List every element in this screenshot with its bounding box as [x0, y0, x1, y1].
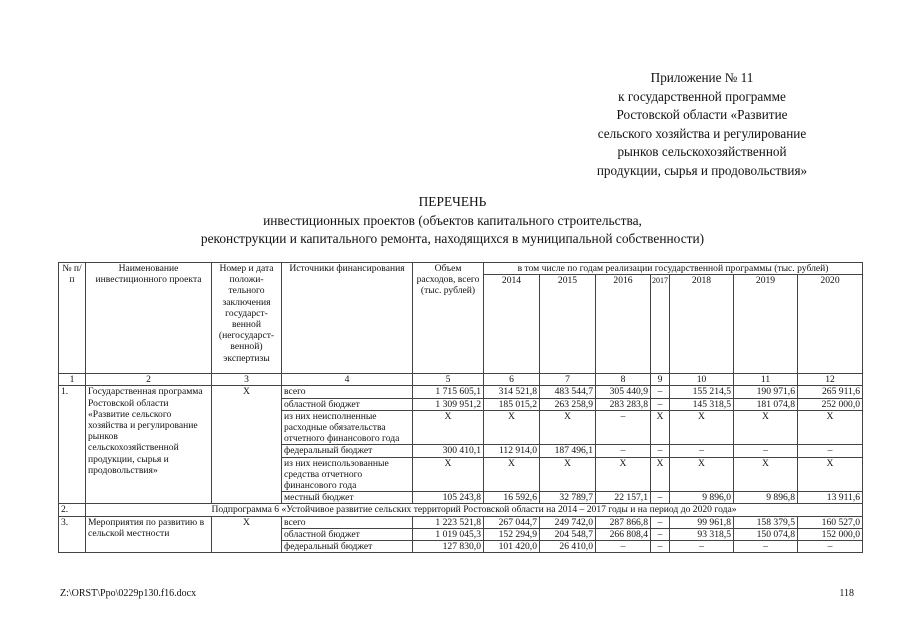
header-source: Источники финансирования — [282, 263, 413, 374]
value-cell: Х — [596, 457, 651, 492]
value-cell: 181 074,8 — [734, 398, 798, 410]
header-year: 2018 — [670, 275, 734, 374]
header-year: 2020 — [798, 275, 863, 374]
value-cell: 26 410,0 — [540, 541, 596, 553]
subprogram-title: Подпрограмма 6 «Устойчивое развитие сельских территорий Ростовской области на 2014 – 2017 годы и на период до 2020 года» — [86, 504, 863, 516]
value-cell: 93 318,5 — [670, 528, 734, 540]
appendix-line: Ростовской области «Развитие — [616, 107, 788, 122]
value-cell: Х — [540, 457, 596, 492]
col-number: 1 — [59, 374, 86, 386]
col-number: 3 — [212, 374, 282, 386]
appendix-line: рынков сельскохозяйственной — [617, 144, 787, 159]
value-cell: – — [734, 541, 798, 553]
value-cell: 266 808,4 — [596, 528, 651, 540]
value-cell: – — [798, 445, 863, 457]
value-cell: – — [651, 386, 670, 398]
header-expertise: Номер и дата положи-тельного заключения государст-венной (негосударст-венной) экспертизы — [212, 263, 282, 374]
value-cell: 300 410,1 — [413, 445, 484, 457]
row-num: 1. — [59, 386, 86, 504]
appendix-line: продукции, сырья и продовольствия» — [596, 162, 808, 178]
value-cell: 158 379,5 — [734, 516, 798, 528]
value-cell: 1 223 521,8 — [413, 516, 484, 528]
value-cell: – — [651, 398, 670, 410]
header-total: Объем расходов, всего (тыс. рублей) — [413, 263, 484, 374]
header-name: Наименование инвестиционного проекта — [86, 263, 212, 374]
value-cell: 9 896,0 — [670, 492, 734, 504]
source-cell: всего — [282, 386, 413, 398]
value-cell: – — [596, 410, 651, 445]
value-cell: Х — [798, 457, 863, 492]
value-cell: – — [651, 541, 670, 553]
source-cell: из них неиспользованные средства отчетного финансового года — [282, 457, 413, 492]
value-cell: Х — [651, 457, 670, 492]
project-name: Мероприятия по развитию в сельской местности — [86, 516, 212, 553]
value-cell: 152 294,9 — [484, 528, 540, 540]
header-year: 2016 — [596, 275, 651, 374]
value-cell: 13 911,6 — [798, 492, 863, 504]
source-cell: местный бюджет — [282, 492, 413, 504]
value-cell: – — [596, 445, 651, 457]
value-cell: 145 318,5 — [670, 398, 734, 410]
value-cell: 16 592,6 — [484, 492, 540, 504]
col-number: 9 — [651, 374, 670, 386]
header-year: 2019 — [734, 275, 798, 374]
header-year: 2014 — [484, 275, 540, 374]
value-cell: 32 789,7 — [540, 492, 596, 504]
value-cell: – — [651, 528, 670, 540]
table-row — [59, 516, 863, 528]
source-cell: всего — [282, 516, 413, 528]
value-cell: 22 157,1 — [596, 492, 651, 504]
value-cell: 1 715 605,1 — [413, 386, 484, 398]
footer-page-number: 118 — [839, 588, 854, 599]
value-cell: Х — [670, 410, 734, 445]
col-number: 8 — [596, 374, 651, 386]
col-number: 10 — [670, 374, 734, 386]
value-cell: 263 258,9 — [540, 398, 596, 410]
value-cell: Х — [798, 410, 863, 445]
value-cell: Х — [540, 410, 596, 445]
source-cell: из них неисполненные расходные обязательства отчетного финансового года — [282, 410, 413, 445]
expertise-cell: Х — [212, 386, 282, 504]
value-cell: – — [596, 541, 651, 553]
value-cell: Х — [670, 457, 734, 492]
appendix-header — [552, 69, 852, 180]
row-num: 2. — [59, 504, 86, 516]
value-cell: 265 911,6 — [798, 386, 863, 398]
value-cell: 160 527,0 — [798, 516, 863, 528]
value-cell: – — [734, 445, 798, 457]
source-cell: областной бюджет — [282, 398, 413, 410]
row-num: 3. — [59, 516, 86, 553]
col-number: 11 — [734, 374, 798, 386]
project-name: Государственная программа Ростовской области «Развитие сельского хозяйства и регулирование рынков сельскохозяйственной продукции, сырья и продовольствия» — [86, 386, 212, 504]
appendix-line: сельского хозяйства и регулирование — [597, 125, 807, 141]
value-cell: Х — [484, 410, 540, 445]
value-cell: – — [651, 445, 670, 457]
value-cell: 127 830,0 — [413, 541, 484, 553]
value-cell: 267 044,7 — [484, 516, 540, 528]
title-heading: ПЕРЕЧЕНЬ — [418, 194, 487, 209]
document-title — [0, 193, 905, 249]
value-cell: 190 971,6 — [734, 386, 798, 398]
value-cell: Х — [484, 457, 540, 492]
value-cell: 483 544,7 — [540, 386, 596, 398]
value-cell: 283 283,8 — [596, 398, 651, 410]
value-cell: 252 000,0 — [798, 398, 863, 410]
column-numbers-row — [59, 374, 863, 386]
value-cell: 204 548,7 — [540, 528, 596, 540]
value-cell: 1 309 951,2 — [413, 398, 484, 410]
value-cell: 185 015,2 — [484, 398, 540, 410]
title-line-2: реконструкции и капитального ремонта, находящихся в муниципальной собственности) — [200, 231, 705, 246]
value-cell: Х — [413, 410, 484, 445]
value-cell: – — [670, 541, 734, 553]
value-cell: Х — [734, 410, 798, 445]
value-cell: 101 420,0 — [484, 541, 540, 553]
value-cell: 249 742,0 — [540, 516, 596, 528]
col-number: 4 — [282, 374, 413, 386]
value-cell: Х — [413, 457, 484, 492]
header-years-group: в том числе по годам реализации государственной программы (тыс. рублей) — [484, 263, 863, 275]
value-cell: 9 896,8 — [734, 492, 798, 504]
value-cell: 105 243,8 — [413, 492, 484, 504]
header-row-1 — [59, 263, 863, 275]
value-cell: 1 019 045,3 — [413, 528, 484, 540]
value-cell: 150 074,8 — [734, 528, 798, 540]
value-cell: Х — [651, 410, 670, 445]
value-cell: 155 214,5 — [670, 386, 734, 398]
footer-file-path: Z:\ORST\Ppo\0229p130.f16.docx — [60, 588, 197, 599]
col-number: 5 — [413, 374, 484, 386]
col-number: 6 — [484, 374, 540, 386]
col-number: 12 — [798, 374, 863, 386]
col-number: 7 — [540, 374, 596, 386]
subprogram-row — [59, 504, 863, 516]
value-cell: Х — [734, 457, 798, 492]
value-cell: – — [670, 445, 734, 457]
header-num: № п/п — [59, 263, 86, 374]
value-cell: – — [798, 541, 863, 553]
value-cell: 287 866,8 — [596, 516, 651, 528]
source-cell: областной бюджет — [282, 528, 413, 540]
header-year: 2017 — [651, 275, 670, 374]
value-cell: 314 521,8 — [484, 386, 540, 398]
expertise-cell: Х — [212, 516, 282, 553]
table-row — [59, 386, 863, 398]
appendix-line: к государственной программе — [618, 88, 786, 104]
header-year: 2015 — [540, 275, 596, 374]
value-cell: 305 440,9 — [596, 386, 651, 398]
value-cell: – — [651, 516, 670, 528]
source-cell: федеральный бюджет — [282, 445, 413, 457]
value-cell: 152 000,0 — [798, 528, 863, 540]
appendix-line: Приложение № 11 — [650, 70, 754, 85]
value-cell: 99 961,8 — [670, 516, 734, 528]
col-number: 2 — [86, 374, 212, 386]
investment-projects-table — [58, 262, 863, 553]
value-cell: – — [651, 492, 670, 504]
title-line-1: инвестиционных проектов (объектов капитального строительства, — [263, 212, 642, 228]
value-cell: 112 914,0 — [484, 445, 540, 457]
value-cell: 187 496,1 — [540, 445, 596, 457]
source-cell: федеральный бюджет — [282, 541, 413, 553]
